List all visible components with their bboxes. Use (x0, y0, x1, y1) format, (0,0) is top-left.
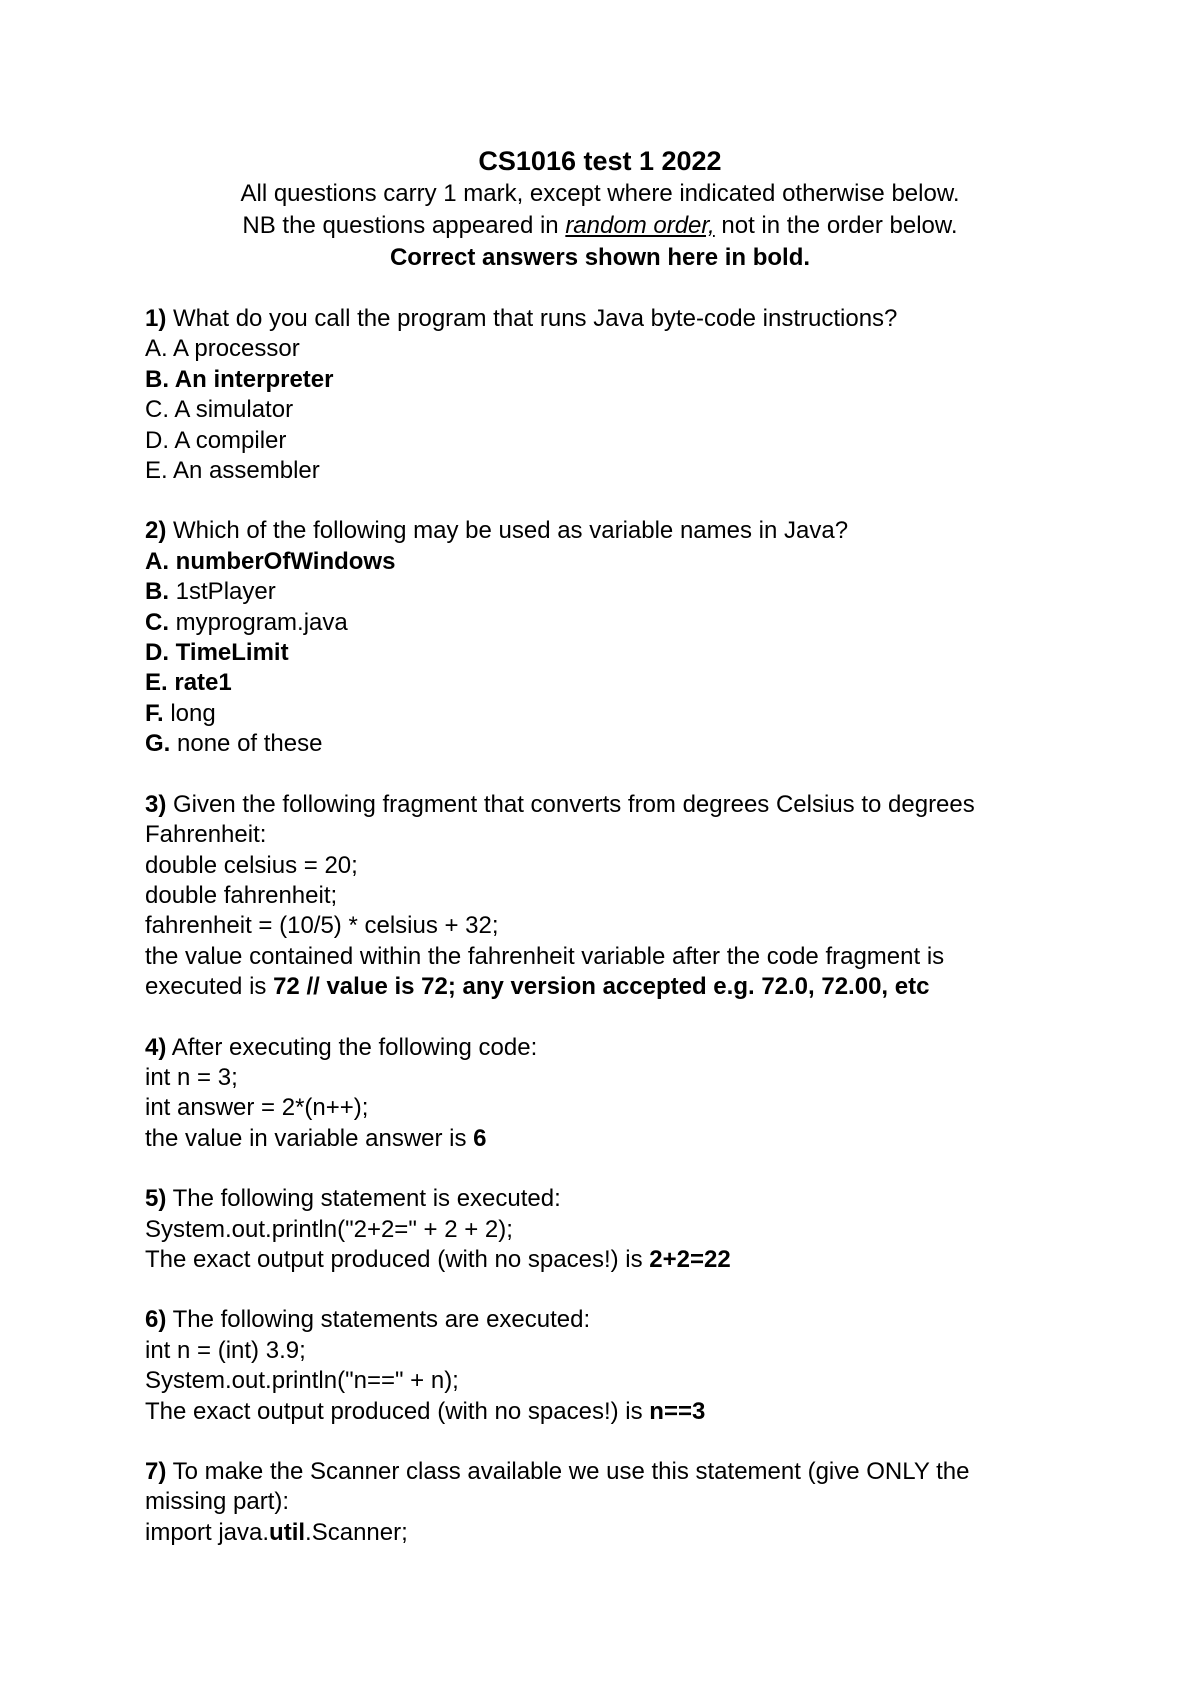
question-6-stem: 6) The following statements are executed: (145, 1306, 591, 1334)
question-6-answer-line: The exact output produced (with no spaces!) is n==3 (145, 1397, 706, 1425)
code-line: int answer = 2*(n++); (145, 1094, 369, 1122)
answers-note: Correct answers shown here in bold. (389, 244, 811, 271)
marks-note: All questions carry 1 mark, except where indicated otherwise below. (240, 180, 960, 207)
question-7-stem: 7) To make the Scanner class available we use this statement (give ONLY the (145, 1458, 970, 1485)
question-3-stem-cont: Fahrenheit: (145, 821, 267, 849)
option-e: E. An assembler (145, 457, 320, 485)
code-line: System.out.println("n==" + n); (145, 1367, 459, 1395)
question-3 (145, 790, 1085, 1003)
question-3-prompt: the value contained within the fahrenheit variable after the code fragment is (145, 942, 945, 970)
question-7 (145, 1457, 1085, 1548)
option-g: G. none of these (145, 730, 323, 758)
correct-answer: 72 // value is 72; any version accepted e.g. 72.0, 72.00, etc (273, 973, 930, 1001)
option-b-correct: B. An interpreter (145, 365, 334, 393)
order-note: NB the questions appeared in random order, not in the order below. (242, 212, 958, 239)
option-e-correct: E. rate1 (145, 669, 232, 697)
question-5 (145, 1184, 1085, 1275)
question-1 (145, 304, 1085, 486)
random-order-emphasis: random order, (565, 212, 715, 239)
question-1-stem: 1) What do you call the program that runs Java byte-code instructions? (145, 305, 898, 332)
option-c: C. myprogram.java (145, 608, 348, 636)
questions-body (145, 304, 1085, 1578)
code-line: int n = (int) 3.9; (145, 1336, 306, 1364)
option-a: A. A processor (145, 335, 300, 363)
question-2 (145, 516, 1085, 759)
correct-answer: 2+2=22 (649, 1245, 731, 1273)
question-3-stem: 3) Given the following fragment that converts from degrees Celsius to degrees (145, 790, 975, 818)
document-header (0, 144, 1200, 274)
correct-answer: 6 (473, 1124, 487, 1152)
correct-answer: util (269, 1518, 306, 1546)
code-line: double fahrenheit; (145, 881, 338, 909)
code-line: System.out.println("2+2=" + 2 + 2); (145, 1215, 513, 1243)
question-7-stem-cont: missing part): (145, 1488, 290, 1516)
question-5-stem: 5) The following statement is executed: (145, 1185, 561, 1213)
question-3-answer-line: executed is 72 // value is 72; any version accepted e.g. 72.0, 72.00, etc (145, 973, 930, 1001)
option-a-correct: A. numberOfWindows (145, 547, 396, 575)
question-5-answer-line: The exact output produced (with no spaces!) is 2+2=22 (145, 1245, 731, 1273)
page-title: CS1016 test 1 2022 (478, 146, 722, 176)
question-6 (145, 1305, 1085, 1427)
correct-answer: n==3 (649, 1397, 706, 1425)
code-line: int n = 3; (145, 1063, 238, 1091)
option-d: D. A compiler (145, 426, 287, 454)
question-7-answer-line: import java.util.Scanner; (145, 1518, 408, 1546)
question-4-stem: 4) After executing the following code: (145, 1033, 538, 1061)
code-line: fahrenheit = (10/5) * celsius + 32; (145, 912, 499, 940)
option-d-correct: D. TimeLimit (145, 639, 289, 667)
code-line: double celsius = 20; (145, 851, 358, 879)
question-4-answer-line: the value in variable answer is 6 (145, 1124, 487, 1152)
question-2-stem: 2) Which of the following may be used as variable names in Java? (145, 517, 849, 545)
option-c: C. A simulator (145, 396, 294, 424)
option-f: F. long (145, 699, 216, 727)
option-b: B. 1stPlayer (145, 578, 276, 606)
question-4 (145, 1033, 1085, 1155)
